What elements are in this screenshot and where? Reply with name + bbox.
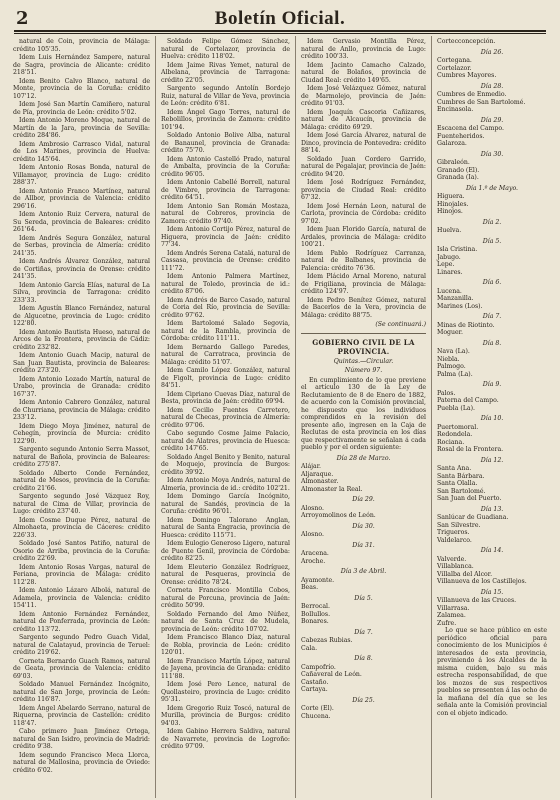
header-rule: [14, 30, 546, 34]
schedule-place: Minas de Riotinto.: [437, 321, 495, 329]
schedule-place: Palmogo.: [437, 363, 466, 370]
schedule-place: Zufre.: [437, 619, 457, 627]
schedule-place: Rociana.: [437, 438, 465, 446]
schedule-place: Zalamea.: [437, 612, 466, 619]
entry: Idem Diego Moya Jiménez, natural de Cehegín, provincia de Murcia: crédito 122'90.: [13, 422, 150, 445]
entry: Idem Domingo García Incógnito, natural de Sandés, provincia de la Coruña: crédito 96'01.: [161, 493, 290, 515]
entry: Idem Andrés de Barco Casado, natural de Coria del Río, provincia de Sevilla: crédito 97'62.: [161, 296, 290, 319]
schedule-place: Villarrasa.: [437, 604, 470, 612]
schedule-place: Galaroza.: [437, 140, 467, 147]
entry: Idem Antonio Fernández Fernández, natural de Ponferrada, provincia de León: crédito 113'72.: [13, 610, 150, 633]
entry: Idem Jaime Rivas Yemet, natural de Albelana, provincia de Tarragona: crédito 22'05.: [161, 61, 290, 84]
entry: Soldado Ángel Benito y Benito, natural de Moquejo, provincia de Burgos: crédito 39'92.: [161, 453, 290, 476]
journal-title: Boletín Oficial.: [214, 8, 346, 29]
schedule-place: Paterna del Campo.: [437, 397, 499, 404]
entry: Idem Ambrosio Carrasco Vidal, natural de Los Marines, provincia de Huelva: crédito 145'64.: [13, 140, 150, 163]
entry: Idem Eleuterio González Rodríguez, natural de Pesqueras, provincia de Orense: crédito 78'24.: [161, 563, 290, 586]
column-3: [296, 36, 432, 798]
schedule-day: Día 3 de Abril.: [340, 568, 387, 575]
schedule-day: Día 6.: [482, 279, 502, 286]
entry: Soldado Alberto Conde Fernández, natural de Mesos, provincia de la Coruña: crédito 21'66.: [13, 469, 150, 492]
column-3-entries: [301, 38, 426, 319]
entry: Idem José San Martín Camiñero, natural de Pía, provincia de León: crédito 5'02.: [13, 101, 150, 116]
schedule-place: Bollullos.: [301, 610, 331, 618]
schedule-day: Día 30.: [352, 522, 375, 530]
entry: Idem José Velázquez Gómez, natural de Marmolejo, provincia de Jaén: crédito 91'03.: [301, 85, 426, 107]
schedule-place: Gibraleón.: [437, 159, 470, 166]
schedule-day: Día 14.: [480, 547, 504, 554]
schedule-day: Día 13.: [480, 505, 504, 513]
circular-text: En cumplimiento de lo que previene el artículo 130 de la Ley de Reclutamiento de 8 de Enero de 1882, de acuerdo con la Comisión provincial, he dispuesto que los individuos comprendidos en la revisión del presente año, ingresen en la Caja de Reclutas de esta provincia en los días que respectivamente se señalan á cada pueblo y por el orden siguiente:: [301, 376, 426, 451]
entry: Idem Andrés Álvarez González, natural de Cortiñas, provincia de Orense: crédito 241'35.: [13, 258, 150, 280]
subsection-title: Quintas.—Circular.: [333, 357, 394, 365]
entry: Idem Camilo López González, natural de Figolt, provincia de Lugo: crédito 84'51.: [161, 367, 290, 389]
schedule-day: Día 12.: [480, 456, 504, 464]
entry: Idem Plácido Arnal Moreno, natural de Frigiliana, provincia de Málaga: crédito 124'97.: [301, 273, 426, 295]
entry: natural de Coin, provincia de Málaga: crédito 105'35.: [13, 38, 150, 53]
entry: Idem Francisco Blanco Díaz, natural de Robla, provincia de León: crédito 120'01.: [161, 634, 290, 656]
entry: Idem Ángel Abelardo Serrano, natural de Riquerna, provincia de Castellón: crédito 118'47.: [13, 704, 150, 727]
entry: Corneta Francisco Montilla Cobos, natural de Porcuna, provincia de Jaén: crédito 50'99.: [161, 587, 290, 609]
entry: Idem Antonio Moreno Moque, natural de Martín de la Jara, provincia de Sevilla: crédito 284'86.: [13, 117, 150, 139]
entry: Idem Luis Hernández Sampere, natural de Sagra, provincia de Alicante: crédito 218'51.: [13, 54, 150, 76]
schedule-place: Alosno.: [301, 531, 324, 538]
entry: Idem Antonio Lázaro Albolá, natural de Adamela, provincia de Valencia: crédito 154'11.: [13, 587, 150, 609]
column-1: [8, 36, 156, 798]
schedule-place: Encinasola.: [437, 106, 474, 113]
entry: Idem Pablo Rodríguez Carranza, natural de Balbanes, provincia de Palencia: crédito 76'36.: [301, 249, 426, 272]
continued-note: (Se continuará.): [375, 321, 426, 328]
entry: Idem Andrés Serena Catalá, natural de Cassasa, provincia de Orense: crédito 111'72.: [161, 249, 290, 272]
entry: Idem Antonio Rosas Bonda, natural de Villamayor, provincia de Lugo: crédito 288'37.: [13, 164, 150, 186]
entry: Idem Jacinto Camacho Calzado, natural de Bolaños, provincia de Ciudad Real: crédito 149'65.: [301, 61, 426, 84]
schedule-day: Día 30.: [480, 150, 504, 158]
entry: Sargento segundo José Vázquez Roy, natural de Cima de Villar, provincia de Lugo: crédito 237'40.: [13, 493, 150, 515]
entry: Idem Gabino Herrera Saldiva, natural de Navarrete, provincia de Logroño: crédito 97'09.: [161, 728, 290, 750]
entry: Idem José García Álvarez, natural de Dinco, provincia de Pontevedra: crédito 88'14.: [301, 132, 426, 154]
entry: Idem Antonio Franco Martínez, natural de Allbor, provincia de Valencia: crédito 296'16.: [13, 187, 150, 210]
entry: Idem Antonio Castelló Prado, natural de Ambalta, provincia de la Coruña: crédito 96'05.: [161, 155, 290, 178]
entry: Idem Juan Florido García, natural de Ardales, provincia de Málaga: crédito 100'21.: [301, 226, 426, 248]
schedule-place: Linares.: [437, 268, 463, 276]
schedule-place: Escacena del Campo.: [437, 125, 505, 132]
schedule-part-1: [301, 455, 426, 721]
entry: Soldado Manuel Fernández Incógnito, natural de San Jorge, provincia de León: crédito 116'87.: [13, 681, 150, 703]
schedule-day: Día 1.º de Mayo.: [465, 184, 519, 192]
entry: Idem Pedro Benítez Gómez, natural de Bacerlos de la Vera, provincia de Málaga: crédito 88'75.: [301, 296, 426, 319]
entry: Idem Antonio Rosas Vargas, natural de Feriana, provincia de Málaga: crédito 112'28.: [13, 563, 150, 586]
schedule-day: Día 8.: [482, 339, 502, 347]
circular-number: Número 97.: [344, 367, 383, 374]
entry: Idem José Hernán Leon, natural de Carlota, provincia de Córdoba: crédito 97'02.: [301, 202, 426, 225]
schedule-place: San Bartolomé.: [437, 487, 486, 495]
entry: Sargento segundo Antonio Serra Massot, natural de Bañola, provincia de Baleares: crédito 275'87.: [13, 446, 150, 468]
schedule-place: Cumbres Mayores.: [437, 72, 497, 79]
entry: Idem Antonio Ruiz Cervera, natural de Su Sereda, provincia de Baleares: crédito 261'64.: [13, 211, 150, 233]
schedule-day: Día 7.: [354, 628, 373, 636]
entry: Idem Antonio Guach Macip, natural de San Juan Bautista, provincia de Baleares: crédito 273'20.: [13, 352, 150, 374]
schedule-place: Redondela.: [437, 431, 473, 438]
schedule-place: Sanlúcar de Guadiana.: [437, 514, 509, 521]
schedule-day: Día 5.: [354, 594, 373, 602]
schedule-place: Santa Ana.: [437, 465, 472, 472]
entry: Idem Gregorio Ruiz Toscó, natural de Murilla, provincia de Burgos: crédito 94'03.: [161, 704, 290, 727]
entry: Idem Gervasio Montilla Pérez, natural de Anllo, provincia de Lugo: crédito 100'33.: [301, 38, 426, 60]
schedule-place: Cortelazor.: [437, 64, 472, 72]
schedule-day: Día 7.: [482, 313, 502, 320]
section-divider: [301, 333, 426, 334]
entry: Soldado Felipe Gómez Sánchez, natural de Cortelazor, provincia de Huelva: crédito 118'02.: [161, 38, 290, 60]
page-header: [8, 6, 552, 36]
entry: Idem Agustín Blanco Fernández, natural de Algucetne, provincia de Lugo: crédito 122'80.: [13, 305, 150, 327]
schedule-place: Hinojos.: [437, 208, 463, 215]
entry: Idem Joaquín Cascoria Cañizares, natural de Alcaucín, provincia de Málaga: crédito 69'29.: [301, 108, 426, 131]
schedule-place: Cumbres de San Bartolomé.: [437, 98, 526, 106]
entry: Idem Domingo Talorano Anglan, natural de Santa Engracia, provincia de Huesca: crédito 115'71.: [161, 516, 290, 539]
entry: Cabo primero Juan Jiménez Ortega, natural de San Isidro, provincia de Madrid: crédito 9'38.: [13, 728, 150, 750]
schedule-day: Día 2.: [482, 218, 502, 226]
schedule-place: Niebla.: [437, 355, 460, 363]
entry: Idem Ángel Gago Torres, natural de Rebolillos, provincia de Zamora: crédito 101'94.: [161, 108, 290, 131]
schedule-place: Higuera.: [437, 193, 465, 200]
schedule-place: Moguer.: [437, 329, 463, 336]
entry: Idem Bartolomé Salado Segovia, natural de la Rambla, provincia de Córdoba: crédito 111'11.: [161, 320, 290, 342]
schedule-day: Día 5.: [482, 237, 502, 245]
schedule-place: Cala.: [301, 644, 318, 652]
schedule-place: Jabugo.: [437, 253, 461, 261]
entry: Idem Cosme Duque Pérez, natural de Almohaeta, provincia de Cáceres: crédito 226'33.: [13, 516, 150, 539]
entry: Sargento segundo Pedro Guach Vidal, natural de Calatayud, provincia de Teruel: crédito 219'62.: [13, 634, 150, 656]
entry: Idem José Rodríguez Fernández, provincia de Ciudad Real: crédito 67'32.: [301, 179, 426, 201]
schedule-place: Puertomoral.: [437, 423, 479, 431]
schedule-day: Día 31.: [352, 541, 375, 549]
entry: Idem Eulogio Generoso Ligero, natural de Puente Genil, provincia de Córdoba: crédito 82'25.: [161, 540, 290, 562]
schedule-place: Nava (La).: [437, 348, 470, 355]
schedule-day: Día 25.: [352, 696, 375, 704]
entry: Soldado Antonio Bolive Alba, natural de Banaunel, provincia de Granada: crédito 75'70.: [161, 132, 290, 154]
schedule-place: Cañaveral de León.: [301, 671, 362, 678]
schedule-day: Día 29.: [352, 496, 375, 503]
schedule-place: Chucena.: [301, 712, 331, 720]
entry: Idem Cecilio Fuentes Carretero, natural de Checas, provincia de Almería: crédito 97'06.: [161, 406, 290, 429]
schedule-day: Día 28 de Marzo.: [336, 454, 391, 462]
schedule-place: Bonares.: [301, 618, 329, 625]
entry: Idem Andrés Segura González, natural de Serbas, provincia de Almería: crédito 241'35.: [13, 234, 150, 257]
schedule-place: Cortegana.: [437, 57, 472, 64]
closing-text: Lo que se hace público en este periódico oficial para conocimiento de los Municipios é interesados de esta provincia, previniendo á los Alcaldes de la misma cuiden, bajo su más estrecha responsabilidad, de que los mozos de sus respectivos pueblos se presenten á las ocho de la mañana del día que se les señala ante la Comisión provincial con el objeto indicado.: [437, 627, 547, 717]
schedule-place: San Silvestre.: [437, 521, 481, 529]
column-2: [156, 36, 296, 798]
schedule-place: Lucena.: [437, 287, 462, 295]
schedule-place: Alájar.: [301, 463, 321, 470]
entry: Idem Antonio Cabellé Borrell, natural de Vimbre, provincia de Tarragona: crédito 64'51.: [161, 179, 290, 201]
schedule-place: Fuenteheridos.: [437, 132, 485, 140]
schedule-place: Huelva.: [437, 227, 462, 234]
schedule-place: Granado (El).: [437, 166, 480, 174]
entry: Idem Antonio García Elías, natural de La Silva, provincia de Tarragona: crédito 233'33.: [13, 281, 150, 304]
schedule-place: Cortecconcepción.: [437, 38, 496, 45]
schedule-place: Ayamonte.: [301, 576, 335, 584]
schedule-place: Granada (Ia).: [437, 174, 479, 181]
entry: Sargento segundo Antolín Bordejo Ruiz, natural de Villar de Yeva, provincia de León: crédito 6'81.: [161, 85, 290, 107]
entry: Idem Antonio Palmera Martínez, natural de Toledo, provincia de id.: crédito 87'06.: [161, 273, 290, 295]
schedule-place: Palos.: [437, 389, 456, 397]
column-4: [432, 36, 552, 798]
schedule-place: Cartaya.: [301, 686, 328, 693]
schedule-place: Villanueva de las Cruces.: [437, 597, 517, 604]
schedule-place: Corte (El).: [301, 705, 334, 712]
schedule-place: Castaño.: [301, 678, 329, 686]
schedule-place: Lepe.: [437, 261, 455, 268]
schedule-place: Trigueros.: [437, 529, 470, 536]
schedule-place: Manzanilla.: [437, 295, 474, 302]
entry: Idem Antonio Moya Andrés, natural de Almería, provincia de id.: crédito 102'21.: [161, 477, 290, 492]
schedule-day: Día 8.: [354, 655, 373, 662]
schedule-place: Campofrío.: [301, 663, 336, 671]
schedule-place: Santa Bárbara.: [437, 472, 485, 480]
schedule-place: Villanueva de los Castillejos.: [437, 578, 527, 585]
schedule-place: Beas.: [301, 584, 319, 591]
entry: Idem Antonio Lozado Martín, natural de Urabo, provincia de Granada: crédito 167'37.: [13, 375, 150, 398]
entry: Idem Antonio Bautista Hueso, natural de Arcos de la Frontera, provincia de Cádiz: crédito 232'82.: [13, 328, 150, 351]
schedule-place: Isla Cristina.: [437, 246, 478, 253]
entry: Corneta Bernardo Guach Ramos, natural de Geata, provincia de Valencia: crédito 69'03.: [13, 657, 150, 680]
entry: Idem Bernardo Gallego Paredes, natural de Carratraca, provincia de Málaga: crédito 51'07.: [161, 343, 290, 366]
schedule-place: Aljaraque.: [301, 470, 334, 478]
schedule-place: Puebla (La).: [437, 404, 475, 412]
schedule-place: Cumbres de Enmedio.: [437, 91, 507, 98]
schedule-place: Cabezas Rubias.: [301, 637, 353, 644]
schedule-day: Día 9.: [482, 381, 502, 388]
schedule-place: Villalba del Alcor.: [437, 570, 493, 578]
schedule-place: Alosno.: [301, 504, 324, 512]
entry: Idem Antonio San Román Mostaza, natural de Cobreros, provincia de Zamora: crédito 97'40.: [161, 202, 290, 225]
entry: Idem José Pero Lence, natural de Quollasteiro, provincia de Lugo: crédito 95'31.: [161, 681, 290, 703]
schedule-place: Aracena.: [301, 550, 329, 557]
schedule-place: Marines (Los).: [437, 302, 483, 310]
schedule-place: Santa Olalla.: [437, 480, 478, 487]
schedule-place: San Juan del Puerto.: [437, 495, 502, 502]
entry: Idem Antonio Cabrero González, natural de Churriana, provincia de Málaga: crédito 233'12.: [13, 399, 150, 421]
schedule-day: Día 15.: [480, 588, 504, 596]
schedule-place: Almonaster.: [301, 478, 339, 485]
entry: Idem Benito Calvo Blanco, natural de Monte, provincia de la Coruña: crédito 107'12.: [13, 77, 150, 100]
entry: Idem segundo Francisco Meca Llorca, natural de Mallosina, provincia de Oviedo: crédito 6'02.: [13, 751, 150, 774]
schedule-part-2: [437, 38, 547, 627]
schedule-place: Villablanca.: [437, 563, 474, 570]
schedule-place: Valverde.: [437, 555, 467, 563]
schedule-day: Día 29.: [480, 116, 504, 124]
entry: Idem Francisco Martín López, natural de Jayena, provincia de Granada: crédito 111'88.: [161, 657, 290, 680]
schedule-day: Día 28.: [480, 82, 504, 90]
schedule-place: Arroyomolinos de León.: [301, 512, 376, 519]
entry: Soldado Fernando del Amo Núñez, natural de Santa Cruz de Mudela, provincia de León: crédito 107'02.: [161, 610, 290, 633]
schedule-place: Hinojales.: [437, 200, 469, 208]
entry: Cabo segundo Cosme Jaime Palacio, natural de Alatres, provincia de Huesca: crédito 147'65.: [161, 430, 290, 452]
schedule-place: Palma (La).: [437, 370, 473, 378]
page-number: 2: [16, 8, 29, 29]
entry: Soldado José Santos Patiño, natural de Osorio de Arriba, provincia de la Coruña: crédito 22'69.: [13, 540, 150, 562]
schedule-place: Berrocal.: [301, 603, 330, 610]
schedule-place: Aroche.: [301, 557, 326, 565]
section-title: GOBIERNO CIVIL DE LA PROVINCIA.: [312, 337, 415, 356]
text-columns: [8, 36, 552, 798]
entry: Soldado Juan Cordero Garrido, natural de Pegalajar, provincia de Jaén: crédito 94'20.: [301, 155, 426, 178]
schedule-day: Día 10.: [480, 415, 504, 422]
schedule-place: Almonaster la Real.: [301, 485, 363, 493]
entry: Idem Cipriano Cuevas Díaz, natural de Besta, provincia de Jaén: crédito 69'94.: [161, 390, 290, 405]
schedule-place: Valdelarco.: [437, 536, 472, 544]
schedule-day: Día 26.: [480, 48, 504, 56]
entry: Idem Antonio Cortijo Pérez, natural de Higuera, provincia de Jaén: crédito 77'34.: [161, 226, 290, 248]
schedule-place: Rosal de la Frontera.: [437, 446, 504, 453]
